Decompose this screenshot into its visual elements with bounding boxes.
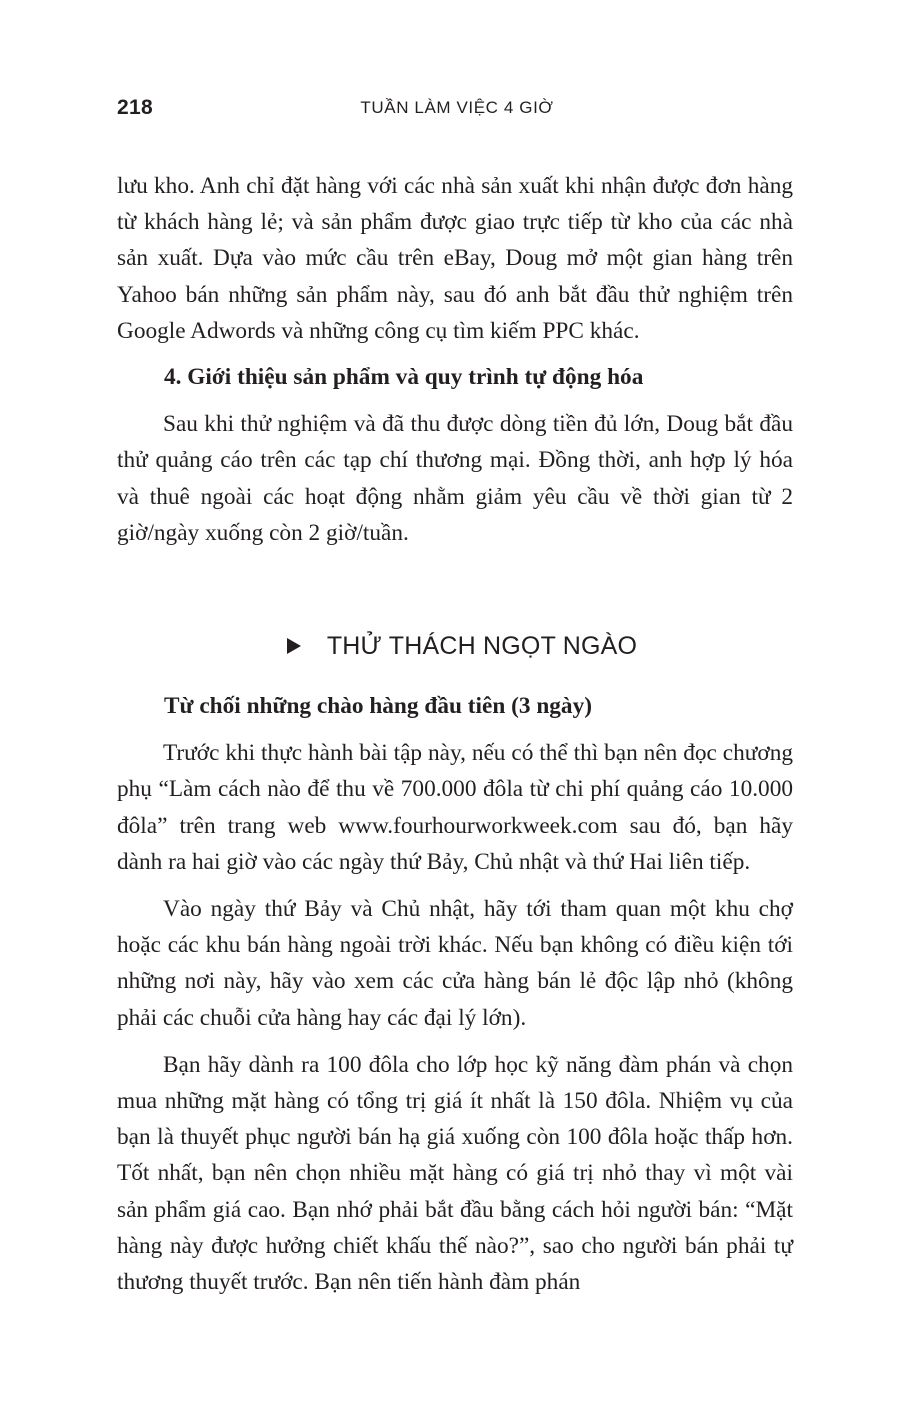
paragraph: Vào ngày thứ Bảy và Chủ nhật, hãy tới tham quan một khu chợ hoặc các khu bán hàng ngoài trời khác. Nếu bạn không có điều kiện tới những nơi này, hãy vào xem các cửa hàng bán lẻ độc lập nhỏ (không phải các chuỗi cửa hàng hay các đại lý lớn).: [117, 896, 793, 1031]
paragraph: Trước khi thực hành bài tập này, nếu có thể thì bạn nên đọc chương phụ “Làm cách nào để thu về 700.000 đôla từ chi phí quảng cáo 10.000 đôla” trên trang web www.fourhourworkweek.com sau đó, bạn hãy dành ra hai giờ vào các ngày thứ Bảy, Chủ nhật và thứ Hai liên tiếp.: [117, 740, 793, 875]
section-heading: [117, 628, 793, 664]
page-body: [117, 168, 793, 1300]
paragraph: Sau khi thử nghiệm và đã thu được dòng tiền đủ lớn, Doug bắt đầu thử quảng cáo trên các tạp chí thương mại. Đồng thời, anh hợp lý hóa và thuê ngoài các hoạt động nhằm giảm yêu cầu về thời gian từ 2 giờ/ngày xuống còn 2 giờ/tuần.: [117, 411, 793, 546]
page-number: 218: [117, 96, 153, 119]
running-header: TUẦN LÀM VIỆC 4 GIỜ: [360, 98, 554, 117]
triangle-bullet-icon: [287, 638, 301, 654]
paragraph: Bạn hãy dành ra 100 đôla cho lớp học kỹ năng đàm phán và chọn mua những mặt hàng có tổng trị giá ít nhất là 150 đôla. Nhiệm vụ của bạn là thuyết phục người bán hạ giá xuống còn 100 đôla hoặc thấp hơn. Tốt nhất, bạn nên chọn nhiều mặt hàng có giá trị nhỏ thay vì một vài sản phẩm giá cao. Bạn nhớ phải bắt đầu bằng cách hỏi người bán: “Mặt hàng này được hưởng chiết khấu thế nào?”, sao cho người bán phải tự thương thuyết trước. Bạn nên tiến hành đàm phán: [117, 1051, 793, 1296]
paragraph: lưu kho. Anh chỉ đặt hàng với các nhà sản xuất khi nhận được đơn hàng từ khách hàng lẻ; và sản phẩm được giao trực tiếp từ kho của các nhà sản xuất. Dựa vào mức cầu trên eBay, Doug mở một gian hàng trên Yahoo bán những sản phẩm này, sau đó anh bắt đầu thử nghiệm trên Google Adwords và những công cụ tìm kiếm PPC khác.: [117, 173, 793, 344]
section-title: THỬ THÁCH NGỌT NGÀO: [326, 632, 638, 661]
subheading: 4. Giới thiệu sản phẩm và quy trình tự động hóa: [164, 364, 644, 391]
subheading: Từ chối những chào hàng đầu tiên (3 ngày): [164, 693, 592, 720]
